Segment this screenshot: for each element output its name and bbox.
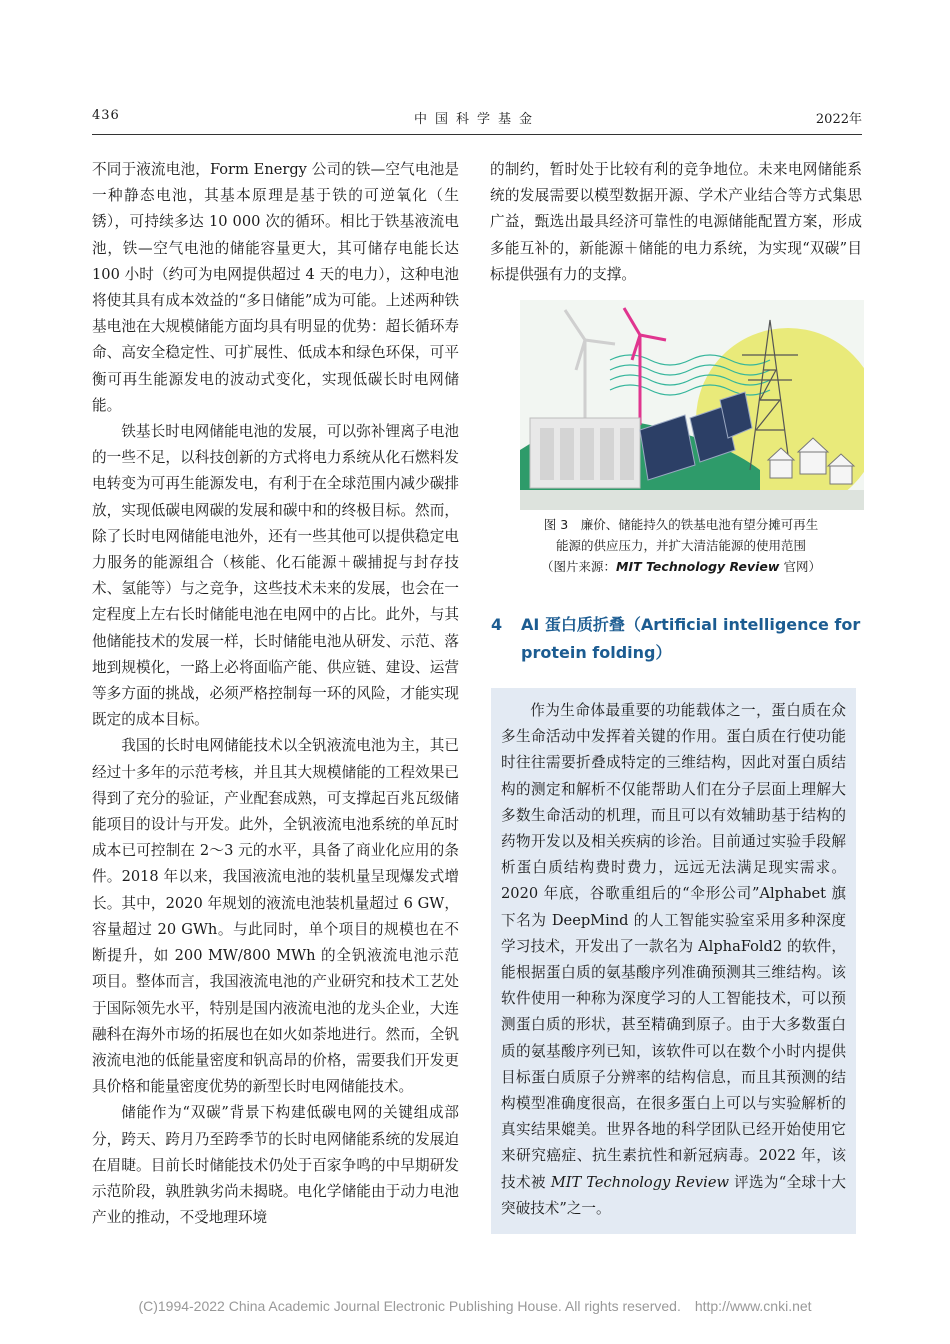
publication-year: 2022年 bbox=[815, 112, 862, 127]
copyright-footer: (C)1994-2022 China Academic Journal Electronic Publishing House. All rights reserved. http://www.cnki.net bbox=[138, 1298, 812, 1314]
right-column bbox=[490, 157, 862, 288]
figure-3-illustration bbox=[520, 300, 864, 510]
paragraph: 不同于液流电池，Form Energy 公司的铁—空气电池是一种静态电池，其基本原理是基于铁的可逆氧化（生锈），可持续多达 10 000 次的循环。相比于铁基液流电池，铁—空气电池的储能容量更大，其可储存电能长达 100 小时（约可为电网提供超过 4 天的电力），这种电池将使其具有成本效益的“多日储能”成为可能。上述两种铁基电池在大规模储能方面均具有明显的优势：超长循环寿命、高安全稳定性、可扩展性、低成本和绿色环保，可平衡可再生能源发电的波动式变化，实现低碳长时电网储能。 bbox=[92, 161, 459, 414]
highlight-paragraph: 作为生命体最重要的功能载体之一，蛋白质在众多生命活动中发挥着关键的作用。蛋白质在行使功能时往往需要折叠成特定的三维结构，因此对蛋白质结构的测定和解析不仅能帮助人们在分子层面上理解大多数生命活动的机理，而且可以有效辅助基于结构的药物开发以及相关疾病的诊治。目前通过实验手段解析蛋白质结构费时费力，远远无法满足现实需求。2020 年底，谷歌重组后的“伞形公司”Alphabet 旗下名为 DeepMind 的人工智能实验室采用多种深度学习技术，开发出了一款名为 AlphaFold2 的软件，能根据蛋白质的氨基酸序列准确预测其三维结构。该软件使用一种称为深度学习的人工智能技术，可以预测蛋白质的形状，甚至精确到原子。由于大多数蛋白质的氨基酸序列已知，该软件可以在数个小时内提供目标蛋白质原子分辨率的结构信息，而且其预测的结构模型准确度很高，在很多蛋白上可以与实验解析的真实结果媲美。世界各地的科学团队已经开始使用它来研究癌症、抗生素抗性和新冠病毒。2022 年，该技术被 MIT Technology Review 评选为“全球十大突破技术”之一。 bbox=[501, 702, 847, 1217]
caption-source-line: （图片来源：MIT Technology Review 官网） bbox=[541, 559, 821, 574]
left-column bbox=[92, 157, 459, 1231]
ground bbox=[520, 490, 864, 510]
highlight-box bbox=[491, 688, 856, 1234]
header-rule bbox=[92, 134, 862, 135]
caption-line: 能源的供应压力，并扩大清洁能源的使用范围 bbox=[555, 538, 806, 553]
battery-containers bbox=[530, 418, 640, 488]
energy-storage-illustration bbox=[520, 300, 864, 510]
section-title: AI 蛋白质折叠（Artificial intelligence for protein folding） bbox=[521, 615, 861, 662]
paragraph: 储能作为“双碳”背景下构建低碳电网的关键组成部分，跨天、跨月乃至跨季节的长时电网储能系统的发展迫在眉睫。目前长时储能技术仍处于百家争鸣的中早期研发示范阶段，孰胜孰劣尚未揭晓。电化学储能由于动力电池产业的推动，不受地理环境 bbox=[92, 1104, 459, 1227]
section-heading bbox=[491, 611, 863, 667]
figure-caption bbox=[500, 514, 862, 577]
page-number: 436 bbox=[92, 108, 120, 123]
journal-name: 中国科学基金 bbox=[413, 112, 540, 127]
paragraph: 我国的长时电网储能技术以全钒液流电池为主，其已经过十多年的示范考核，并且其大规模储能的工程效果已得到了充分的验证，产业配套成熟，可支撑起百兆瓦级储能项目的设计与开发。此外，全钒液流电池系统的单瓦时成本已可控制在 2～3 元的水平，具备了商业化应用的条件。2018 年以来，我国液流电池的装机量呈现爆发式增长。其中，2020 年规划的液流电池装机量超过 6 GW，容量超过 20 GWh。与此同时，单个项目的规模也在不断提升，如 200 MW/800 MWh 的全钒液流电池示范项目。整体而言，我国液流电池的产业研究和技术工艺处于国际领先水平，特别是国内液流电池的龙头企业，大连融科在海外市场的拓展也在如火如荼地进行。然而，全钒液流电池的低能量密度和钒高昂的价格，需要我们开发更具价格和能量密度优势的新型长时电网储能技术。 bbox=[92, 737, 459, 1096]
source-name: MIT Technology Review bbox=[616, 559, 780, 574]
section-number: 4 bbox=[491, 615, 503, 634]
running-header bbox=[92, 108, 862, 132]
paragraph: 的制约，暂时处于比较有利的竞争地位。未来电网储能系统的发展需要以模型数据开源、学术产业结合等方式集思广益，甄选出最具经济可靠性的电源储能配置方案，形成多能互补的，新能源＋储能的电力系统，为实现“双碳”目标提供强有力的支撑。 bbox=[490, 161, 862, 283]
caption-line: 图 3 廉价、储能持久的铁基电池有望分摊可再生 bbox=[543, 517, 819, 532]
paragraph: 铁基长时电网储能电池的发展，可以弥补锂离子电池的一些不足，以科技创新的方式将电力系统从化石燃料发电转变为可再生能源发电，有利于在全球范围内减少碳排放，实现低碳电网碳的发展和碳中和的终极目标。然而，除了长时电网储能电池外，还有一些其他可以提供稳定电力服务的能源组合（核能、化石能源＋碳捕捉与封存技术、氢能等）与之竞争，这些技术未来的发展，也会在一定程度上左右长时储能电池在电网中的占比。此外，与其他储能技术的发展一样，长时储能电池从研发、示范、落地到规模化，一路上必将面临产能、供应链、建设、运营等多方面的挑战，必须严格控制每一环的风险，才能实现既定的成本目标。 bbox=[92, 423, 459, 729]
